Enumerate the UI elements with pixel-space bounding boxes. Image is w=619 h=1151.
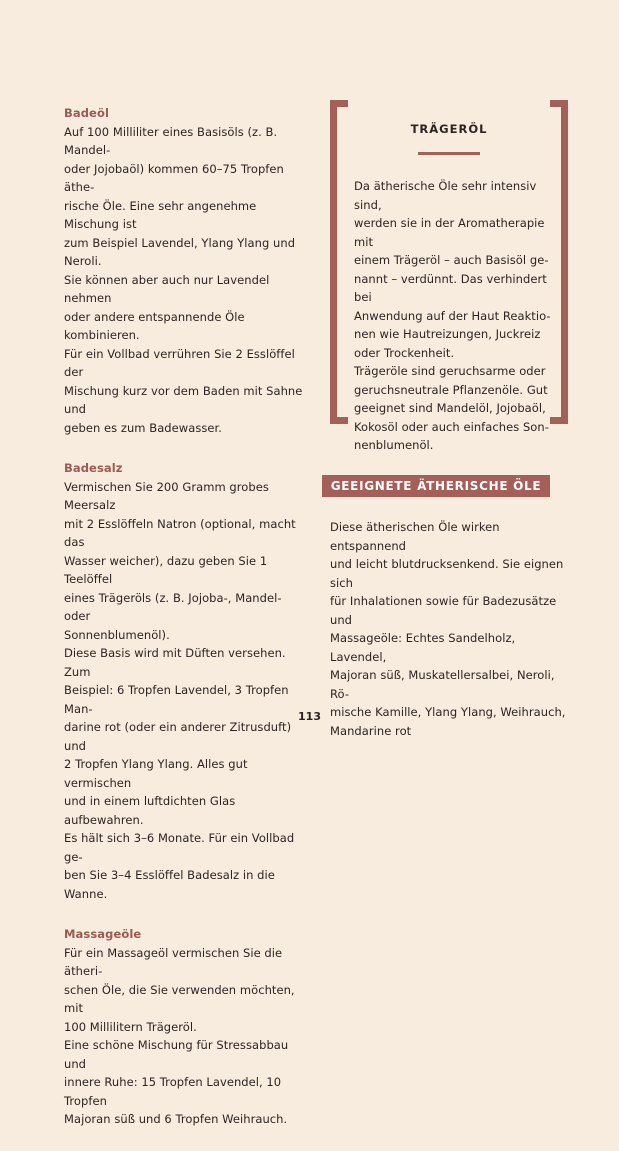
left-bracket [330, 100, 348, 424]
section-heading-badge: GEEIGNETE ÄTHERISCHE ÖLE [322, 475, 550, 497]
box-title: TRÄGERÖL [410, 122, 488, 136]
left-column [64, 104, 304, 1151]
page-number: 113 [298, 710, 321, 723]
section-title-massageoele: Massageöle [64, 927, 142, 941]
section-text-massageoele: Für ein Massageöl vermischen Sie die ätheri- schen Öle, die Sie verwenden möchten, mit 100 Millilitern Trägeröl. Eine schöne Mischung für Stressabbau und innere Ruhe: 15 Tropfen Lavendel, 10 Tropfen Majoran süß und 6 Tropfen Weihrauch. [64, 945, 295, 1126]
box-title-rule [418, 152, 480, 155]
oils-paragraph: Diese ätherischen Öle wirken entspannend und leicht blutdrucksenkend. Sie eignen sich für Inhalationen sowie für Badezusätze und Massageöle: Echtes Sandelholz, Lavendel, Majoran süß, Muskatellersalbei, Neroli, Rö- mische Kamille, Ylang Ylang, Weihrauch, Mandarine rot [330, 520, 566, 738]
traegeroel-box [330, 100, 568, 452]
section-badeoel [64, 104, 304, 437]
section-title-badeoel: Badeöl [64, 106, 109, 120]
section-text-badesalz: Vermischen Sie 200 Gramm grobes Meersalz mit 2 Esslöffeln Natron (optional, macht das Wasser weicher), dazu geben Sie 1 Teelöffel eines Trägeröls (z. B. Jojoba-, Mandel- oder Sonnenblumenöl). Diese Basis wird mit Düften versehen. Zum Beispiel: 6 Tropfen Lavendel, 3 Tropfen Man- darine rot (oder ein anderer Zitrusduft) und 2 Tropfen Ylang Ylang. Alles gut vermischen und in einem luftdichten Glas aufbewahren. Es hält sich 3–6 Monate. Für ein Vollbad ge- ben Sie 3–4 Esslöffel Badesalz in die Wanne. [64, 479, 296, 901]
section-badesalz [64, 459, 304, 903]
box-text: Da ätherische Öle sehr intensiv sind, werden sie in der Aromatherapie mit einem Trägeröl – auch Basisöl ge- nannt – verdünnt. Das verhindert bei Anwendung auf der Haut Reaktio- nen wie Hautreizungen, Juckreiz oder Trockenheit. Trägeröle sind geruchsarme oder geruchsneutrale Pflanzenöle. Gut geeignet sind Mandelöl, Jojobaöl, Kokosöl oder auch einfaches Son- nenblumenöl. [354, 179, 551, 452]
section-massageoele [64, 925, 304, 1129]
section-text-badeoel: Auf 100 Milliliter eines Basisöls (z. B. Mandel- oder Jojobaöl) kommen 60–75 Tropfen äthe- rische Öle. Eine sehr angenehme Mischung ist zum Beispiel Lavendel, Ylang Ylang und Neroli. Sie können aber auch nur Lavendel nehmen oder andere entspannende Öle kombinieren. Für ein Vollbad verrühren Sie 2 Esslöffel der Mischung kurz vor dem Baden mit Sahne und geben es zum Badewasser. [64, 124, 303, 435]
section-title-badesalz: Badesalz [64, 461, 123, 475]
